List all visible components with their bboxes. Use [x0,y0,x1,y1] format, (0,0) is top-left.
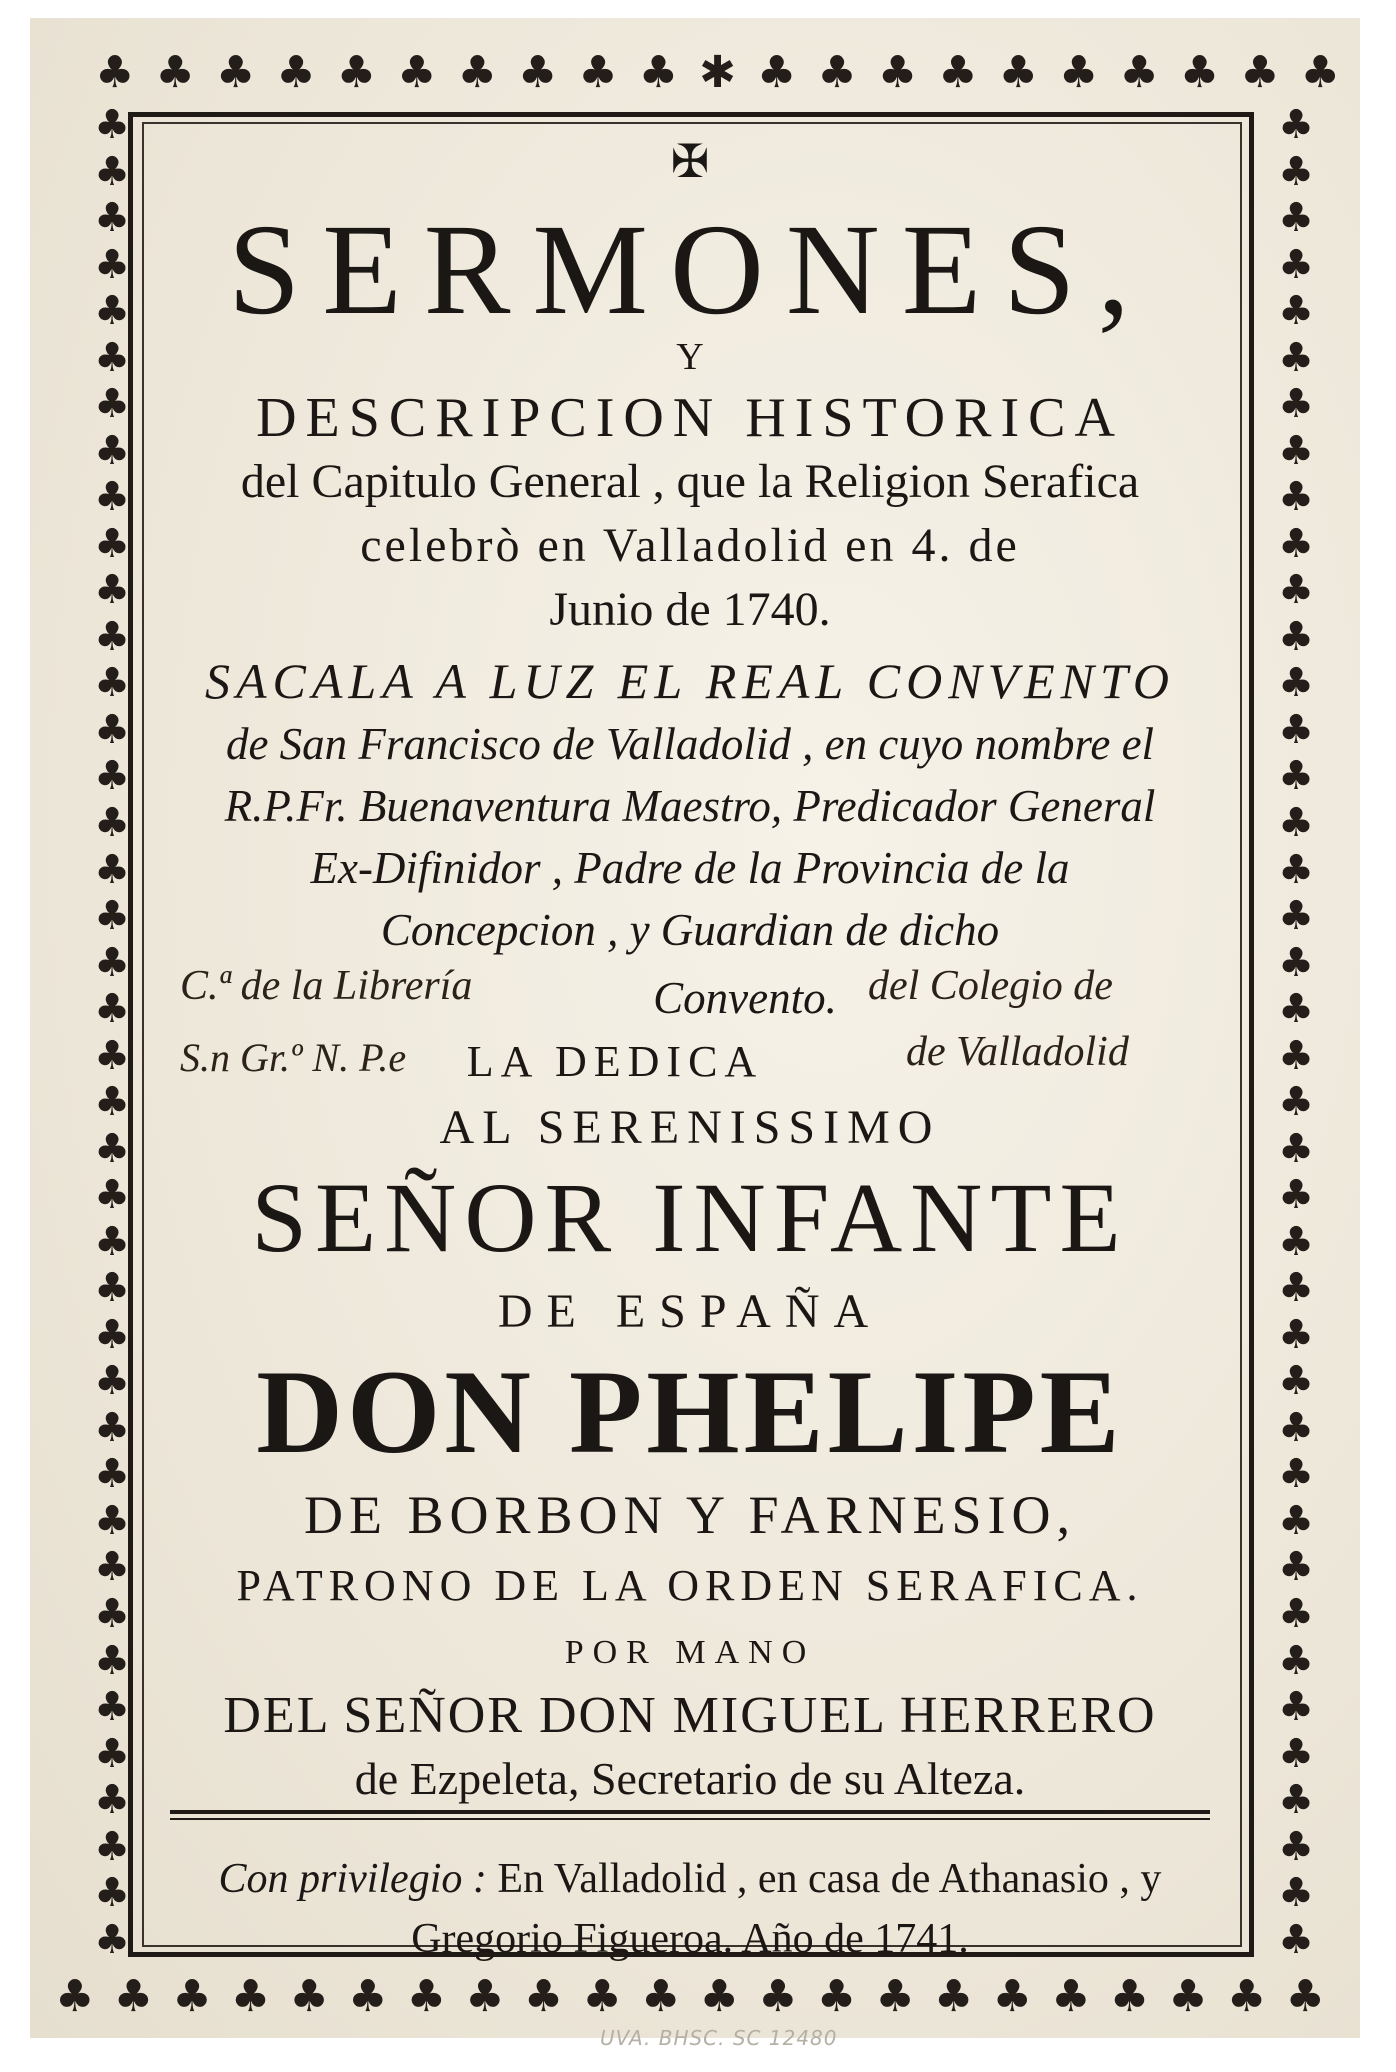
fleuron-icon: ♣ [816,1971,857,2022]
fleuron-icon: ♣ [1278,288,1314,335]
dedication-line: AL SERENISSIMO [439,1101,941,1154]
fleuron-icon: ♣ [699,1971,739,2022]
imprint-rule-bottom [170,1818,1210,1820]
fleuron-icon: ♣ [113,1971,154,2022]
fleuron-icon: ♣ [638,47,679,98]
fleuron-icon: ♣ [998,47,1038,98]
fleuron-icon: ♣ [94,1172,130,1219]
fleuron-icon: ♣ [933,1971,974,2022]
fleuron-icon: ♣ [992,1971,1032,2022]
fleuron-icon: ♣ [1278,1032,1314,1079]
library-shelfmark-stamp: UVA. BHSC. SC 12480 [600,2026,838,2050]
fleuron-icon: ♣ [1278,846,1314,893]
fleuron-icon: ♣ [1278,893,1314,940]
fleuron-icon: ♣ [347,1971,388,2022]
privilege-note: Con privilegio : [218,1856,487,1902]
intermediary-intro: POR MANO [564,1634,816,1671]
fleuron-icon: ♣ [1300,47,1340,98]
fleuron-icon: ♣ [94,753,130,800]
fleuron-icon: ♣ [94,1311,130,1358]
fleuron-icon: ♣ [1109,1971,1150,2022]
handwritten-inscription-right-1: del Colegio de [868,963,1113,1009]
fleuron-icon: ♣ [1278,1870,1314,1917]
fleuron-icon: ♣ [1278,1404,1314,1451]
fleuron-icon: ♣ [1278,1544,1314,1591]
fleuron-icon: ♣ [1278,520,1314,567]
fleuron-icon: ♣ [94,660,130,707]
fleuron-icon: ♣ [1278,474,1314,521]
fleuron-icon: ♣ [94,1218,130,1265]
fleuron-icon: ♣ [155,47,195,98]
fleuron-icon: ♣ [94,334,130,381]
fleuron-icon: ♣ [1278,102,1314,148]
description-line-1: del Capitulo General , que la Religion Serafica [240,455,1140,508]
fleuron-icon: ♣ [95,47,135,98]
fleuron-icon: ♣ [1278,660,1314,707]
fleuron-icon: ♣ [817,47,857,98]
fleuron-icon: ♣ [1278,1311,1314,1358]
imprint-rule-top [170,1810,1210,1814]
fleuron-icon: ♣ [1278,939,1314,986]
fleuron-icon: ♣ [582,1971,622,2022]
handwritten-inscription-left-2: S.n Gr.º N. P.e [180,1035,407,1080]
imprint-line-2: Gregorio Figueroa. Año de 1741. [411,1916,969,1962]
fleuron-icon: ♣ [517,47,558,98]
fleuron-icon: ♣ [1278,753,1314,800]
fleuron-icon: ♣ [94,893,130,940]
fleuron-icon: ♣ [406,1971,447,2022]
dedication-verb: LA DEDICA [466,1037,764,1086]
ornament-border-top [95,48,1340,98]
fleuron-icon: ♣ [397,47,437,98]
dedicatee-role: PATRONO DE LA ORDEN SERAFICA. [236,1561,1144,1610]
fleuron-icon: ♣ [94,1870,130,1917]
fleuron-icon: ♣ [1179,47,1220,98]
fleuron-icon: ♣ [938,47,978,98]
fleuron-icon: ♣ [1278,567,1314,614]
conjunction: Y [676,336,704,378]
fleuron-icon: ♣ [94,1497,130,1544]
fleuron-icon: ♣ [94,1404,130,1451]
fleuron-icon: ♣ [94,427,130,474]
star-ornament-icon: ✱ [699,47,736,98]
fleuron-icon: ♣ [1278,334,1314,381]
fleuron-icon: ♣ [1278,1684,1314,1731]
publisher-line-3: R.P.Fr. Buenaventura Maestro, Predicador General [224,781,1156,831]
fleuron-icon: ♣ [1278,1125,1314,1172]
fleuron-icon: ♣ [1278,1172,1314,1219]
dedicatee-house: DE BORBON Y FARNESIO, [303,1485,1077,1545]
fleuron-icon: ♣ [276,47,316,98]
fleuron-icon: ♣ [1278,1265,1314,1312]
fleuron-icon: ♣ [289,1971,329,2022]
fleuron-icon: ♣ [172,1971,212,2022]
fleuron-icon: ♣ [1051,1971,1091,2022]
fleuron-icon: ♣ [1278,1218,1314,1265]
fleuron-icon: ♣ [1278,241,1314,288]
fleuron-icon: ♣ [1058,47,1099,98]
fleuron-icon: ♣ [94,195,130,242]
dedicatee-name: DON PHELIPE [256,1345,1124,1478]
intermediary-name: DEL SEÑOR DON MIGUEL HERRERO [223,1687,1157,1744]
fleuron-icon: ♣ [94,1079,130,1126]
publisher-line-4: Ex-Difinidor , Padre de la Provincia de la [310,843,1070,893]
fleuron-icon: ♣ [94,799,130,846]
fleuron-icon: ♣ [94,520,130,567]
fleuron-icon: ♣ [875,1971,915,2022]
fleuron-icon: ♣ [94,706,130,753]
imprint-place: En Valladolid , en casa de Athanasio , y [497,1856,1162,1902]
fleuron-icon: ♣ [94,1125,130,1172]
fleuron-icon: ♣ [94,1265,130,1312]
fleuron-icon: ♣ [1168,1971,1208,2022]
fleuron-icon: ♣ [230,1971,271,2022]
fleuron-icon: ♣ [94,986,130,1033]
fleuron-icon: ♣ [1226,1971,1267,2022]
fleuron-icon: ♣ [94,1730,130,1777]
fleuron-icon: ♣ [1278,986,1314,1033]
fleuron-icon: ♣ [578,47,618,98]
main-title: SERMONES, [228,198,1152,342]
fleuron-icon: ♣ [1278,148,1314,195]
fleuron-icon: ♣ [1278,1777,1314,1824]
fleuron-icon: ♣ [94,1823,130,1870]
fleuron-icon: ♣ [94,241,130,288]
fleuron-icon: ♣ [1119,47,1159,98]
fleuron-icon: ♣ [523,1971,564,2022]
description-line-3: Junio de 1740. [549,583,831,636]
convento-word: Convento. [653,973,837,1023]
fleuron-icon: ♣ [94,1591,130,1637]
fleuron-icon: ♣ [1278,1497,1314,1544]
imprint-line-1 [150,1858,1230,1900]
fleuron-icon: ♣ [756,47,797,98]
fleuron-icon: ♣ [1278,1358,1314,1405]
fleuron-icon: ♣ [1285,1971,1325,2022]
fleuron-icon: ♣ [94,1544,130,1591]
fleuron-icon: ♣ [1278,1451,1314,1498]
fleuron-icon: ♣ [94,613,130,660]
ornament-border-right [1268,102,1324,1963]
fleuron-icon: ♣ [94,1032,130,1079]
handwritten-inscription-left-1: C.ª de la Librería [180,963,473,1009]
fleuron-icon: ♣ [457,47,497,98]
fleuron-icon: ♣ [877,47,918,98]
dedicatee-country: DE ESPAÑA [497,1285,883,1338]
fleuron-icon: ♣ [94,288,130,335]
fleuron-icon: ♣ [1278,1637,1314,1684]
intermediary-office: de Ezpeleta, Secretario de su Alteza. [354,1753,1026,1804]
fleuron-icon: ♣ [94,1777,130,1824]
handwritten-inscription-right-2: de Valladolid [906,1029,1129,1075]
fleuron-icon: ♣ [94,1684,130,1731]
fleuron-icon: ♣ [1278,613,1314,660]
fleuron-icon: ♣ [94,1358,130,1405]
fleuron-icon: ♣ [1278,799,1314,846]
fleuron-icon: ♣ [465,1971,505,2022]
publisher-line-5: Concepcion , y Guardian de dicho [380,905,1000,955]
subtitle: DESCRIPCION HISTORICA [256,387,1124,449]
fleuron-icon: ♣ [94,1451,130,1498]
fleuron-icon: ♣ [215,47,256,98]
fleuron-icon: ♣ [94,1916,130,1963]
cross-ornament: ✠ [670,134,710,188]
fleuron-icon: ♣ [94,474,130,521]
fleuron-icon: ♣ [640,1971,681,2022]
ornament-border-bottom [55,1972,1325,2022]
fleuron-icon: ♣ [94,567,130,614]
fleuron-icon: ♣ [94,102,130,148]
fleuron-icon: ♣ [1278,706,1314,753]
fleuron-icon: ♣ [1278,1823,1314,1870]
fleuron-icon: ♣ [94,846,130,893]
fleuron-icon: ♣ [1278,195,1314,242]
fleuron-icon: ♣ [1278,1730,1314,1777]
fleuron-icon: ♣ [94,939,130,986]
fleuron-icon: ♣ [94,381,130,428]
description-line-2: celebrò en Valladolid en 4. de [360,519,1020,572]
fleuron-icon: ♣ [94,148,130,195]
fleuron-icon: ♣ [336,47,377,98]
fleuron-icon: ♣ [1240,47,1280,98]
fleuron-icon: ♣ [55,1971,95,2022]
fleuron-icon: ♣ [758,1971,798,2022]
fleuron-icon: ♣ [1278,1916,1314,1963]
fleuron-icon: ♣ [94,1637,130,1684]
dedicatee-title: SEÑOR INFANTE [251,1162,1129,1273]
fleuron-icon: ♣ [1278,381,1314,428]
fleuron-icon: ♣ [1278,427,1314,474]
fleuron-icon: ♣ [1278,1079,1314,1126]
publisher-line-2: de San Francisco de Valladolid , en cuyo nombre el [225,719,1155,769]
fleuron-icon: ♣ [1278,1591,1314,1637]
publisher-line-1: SACALA A LUZ EL REAL CONVENTO [204,653,1176,709]
